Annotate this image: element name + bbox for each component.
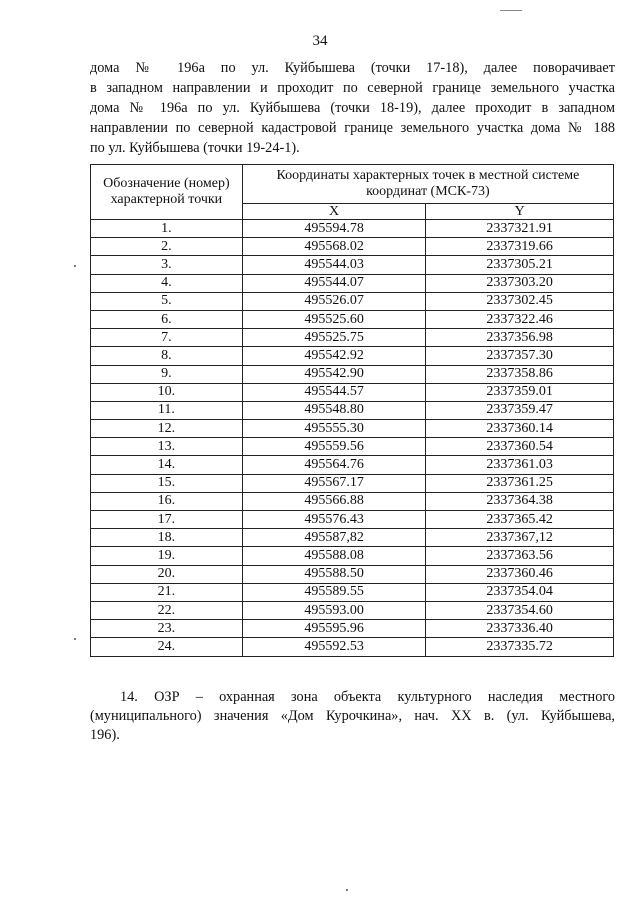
y-coordinate-cell: 2337365.42 bbox=[426, 511, 614, 529]
table-row bbox=[91, 529, 614, 547]
point-number-cell: 11. bbox=[91, 401, 243, 419]
point-number-cell: 7. bbox=[91, 329, 243, 347]
y-coordinate-cell: 2337322.46 bbox=[426, 310, 614, 328]
paragraph-14 bbox=[90, 688, 615, 745]
table-row bbox=[91, 511, 614, 529]
y-coordinate-cell: 2337319.66 bbox=[426, 238, 614, 256]
y-coordinate-cell: 2337354.04 bbox=[426, 583, 614, 601]
y-coordinate-cell: 2337354.60 bbox=[426, 601, 614, 619]
y-coordinate-cell: 2337321.91 bbox=[426, 220, 614, 238]
intro-line: дома № 196а по ул. Куйбышева (точки 18-19), далее проходит в западном bbox=[90, 100, 615, 116]
x-coordinate-cell: 495567.17 bbox=[242, 474, 426, 492]
intro-paragraph bbox=[90, 58, 615, 158]
point-number-cell: 16. bbox=[91, 492, 243, 510]
table-row bbox=[91, 238, 614, 256]
x-coordinate-cell: 495548.80 bbox=[242, 401, 426, 419]
point-number-cell: 23. bbox=[91, 620, 243, 638]
table-row bbox=[91, 456, 614, 474]
table-row bbox=[91, 256, 614, 274]
point-number-cell: 1. bbox=[91, 220, 243, 238]
point-number-cell: 21. bbox=[91, 583, 243, 601]
scan-speck bbox=[74, 265, 76, 267]
y-coordinate-cell: 2337305.21 bbox=[426, 256, 614, 274]
y-coordinate-cell: 2337302.45 bbox=[426, 292, 614, 310]
table-row bbox=[91, 220, 614, 238]
x-coordinate-cell: 495544.07 bbox=[242, 274, 426, 292]
scan-speck bbox=[74, 638, 76, 640]
y-coordinate-cell: 2337360.54 bbox=[426, 438, 614, 456]
y-coordinate-cell: 2337361.25 bbox=[426, 474, 614, 492]
table-row bbox=[91, 638, 614, 656]
x-coordinate-cell: 495544.57 bbox=[242, 383, 426, 401]
x-coordinate-cell: 495576.43 bbox=[242, 511, 426, 529]
table-row bbox=[91, 620, 614, 638]
point-number-cell: 6. bbox=[91, 310, 243, 328]
header-y: Y bbox=[426, 204, 614, 220]
scan-mark bbox=[500, 10, 522, 11]
x-coordinate-cell: 495588.50 bbox=[242, 565, 426, 583]
table-row bbox=[91, 292, 614, 310]
x-coordinate-cell: 495589.55 bbox=[242, 583, 426, 601]
y-coordinate-cell: 2337357.30 bbox=[426, 347, 614, 365]
x-coordinate-cell: 495526.07 bbox=[242, 292, 426, 310]
y-coordinate-cell: 2337360.14 bbox=[426, 420, 614, 438]
intro-line: в западном направлении и проходит по северной границе земельного участка bbox=[90, 80, 615, 96]
x-coordinate-cell: 495593.00 bbox=[242, 601, 426, 619]
y-coordinate-cell: 2337335.72 bbox=[426, 638, 614, 656]
point-number-cell: 4. bbox=[91, 274, 243, 292]
point-number-cell: 13. bbox=[91, 438, 243, 456]
coordinates-table-body bbox=[91, 220, 614, 657]
point-number-cell: 18. bbox=[91, 529, 243, 547]
table-row bbox=[91, 329, 614, 347]
table-row bbox=[91, 383, 614, 401]
x-coordinate-cell: 495544.03 bbox=[242, 256, 426, 274]
y-coordinate-cell: 2337360.46 bbox=[426, 565, 614, 583]
header-coordinates: Координаты характерных точек в местной системе координат (МСК-73) bbox=[242, 165, 613, 204]
table-row bbox=[91, 347, 614, 365]
table-row bbox=[91, 492, 614, 510]
x-coordinate-cell: 495559.56 bbox=[242, 438, 426, 456]
y-coordinate-cell: 2337356.98 bbox=[426, 329, 614, 347]
point-number-cell: 22. bbox=[91, 601, 243, 619]
point-number-cell: 17. bbox=[91, 511, 243, 529]
y-coordinate-cell: 2337367,12 bbox=[426, 529, 614, 547]
point-number-cell: 8. bbox=[91, 347, 243, 365]
x-coordinate-cell: 495588.08 bbox=[242, 547, 426, 565]
x-coordinate-cell: 495595.96 bbox=[242, 620, 426, 638]
table-row bbox=[91, 310, 614, 328]
header-point-label: Обозначение (номер) характерной точки bbox=[91, 165, 243, 220]
x-coordinate-cell: 495542.92 bbox=[242, 347, 426, 365]
x-coordinate-cell: 495525.60 bbox=[242, 310, 426, 328]
point-number-cell: 5. bbox=[91, 292, 243, 310]
y-coordinate-cell: 2337359.01 bbox=[426, 383, 614, 401]
x-coordinate-cell: 495555.30 bbox=[242, 420, 426, 438]
x-coordinate-cell: 495587,82 bbox=[242, 529, 426, 547]
table-row bbox=[91, 274, 614, 292]
x-coordinate-cell: 495564.76 bbox=[242, 456, 426, 474]
table-row bbox=[91, 401, 614, 419]
point-number-cell: 10. bbox=[91, 383, 243, 401]
y-coordinate-cell: 2337358.86 bbox=[426, 365, 614, 383]
header-x: X bbox=[242, 204, 426, 220]
y-coordinate-cell: 2337336.40 bbox=[426, 620, 614, 638]
coordinates-table bbox=[90, 164, 614, 657]
table-row bbox=[91, 438, 614, 456]
point-number-cell: 3. bbox=[91, 256, 243, 274]
y-coordinate-cell: 2337361.03 bbox=[426, 456, 614, 474]
point-number-cell: 19. bbox=[91, 547, 243, 565]
page-number: 34 bbox=[312, 33, 328, 49]
y-coordinate-cell: 2337363.56 bbox=[426, 547, 614, 565]
point-number-cell: 24. bbox=[91, 638, 243, 656]
table-row bbox=[91, 565, 614, 583]
table-row bbox=[91, 420, 614, 438]
point-number-cell: 9. bbox=[91, 365, 243, 383]
y-coordinate-cell: 2337364.38 bbox=[426, 492, 614, 510]
point-number-cell: 12. bbox=[91, 420, 243, 438]
intro-line: дома № 196а по ул. Куйбышева (точки 17-18), далее поворачивает bbox=[90, 60, 615, 76]
point-number-cell: 15. bbox=[91, 474, 243, 492]
paragraph-14-line: 14. ОЗР – охранная зона объекта культурного наследия местного bbox=[120, 689, 615, 705]
scan-speck bbox=[346, 889, 348, 891]
x-coordinate-cell: 495542.90 bbox=[242, 365, 426, 383]
table-row bbox=[91, 474, 614, 492]
x-coordinate-cell: 495566.88 bbox=[242, 492, 426, 510]
point-number-cell: 14. bbox=[91, 456, 243, 474]
intro-line: направлении по северной кадастровой границе земельного участка дома № 188 bbox=[90, 120, 615, 136]
x-coordinate-cell: 495592.53 bbox=[242, 638, 426, 656]
table-row bbox=[91, 583, 614, 601]
paragraph-14-line: 196). bbox=[90, 727, 120, 743]
table-row bbox=[91, 365, 614, 383]
point-number-cell: 20. bbox=[91, 565, 243, 583]
y-coordinate-cell: 2337303.20 bbox=[426, 274, 614, 292]
intro-line: по ул. Куйбышева (точки 19-24-1). bbox=[90, 140, 300, 156]
x-coordinate-cell: 495568.02 bbox=[242, 238, 426, 256]
table-row bbox=[91, 601, 614, 619]
paragraph-14-line: (муниципального) значения «Дом Курочкина», нач. XX в. (ул. Куйбышева, bbox=[90, 708, 615, 724]
x-coordinate-cell: 495525.75 bbox=[242, 329, 426, 347]
x-coordinate-cell: 495594.78 bbox=[242, 220, 426, 238]
table-row bbox=[91, 547, 614, 565]
y-coordinate-cell: 2337359.47 bbox=[426, 401, 614, 419]
point-number-cell: 2. bbox=[91, 238, 243, 256]
